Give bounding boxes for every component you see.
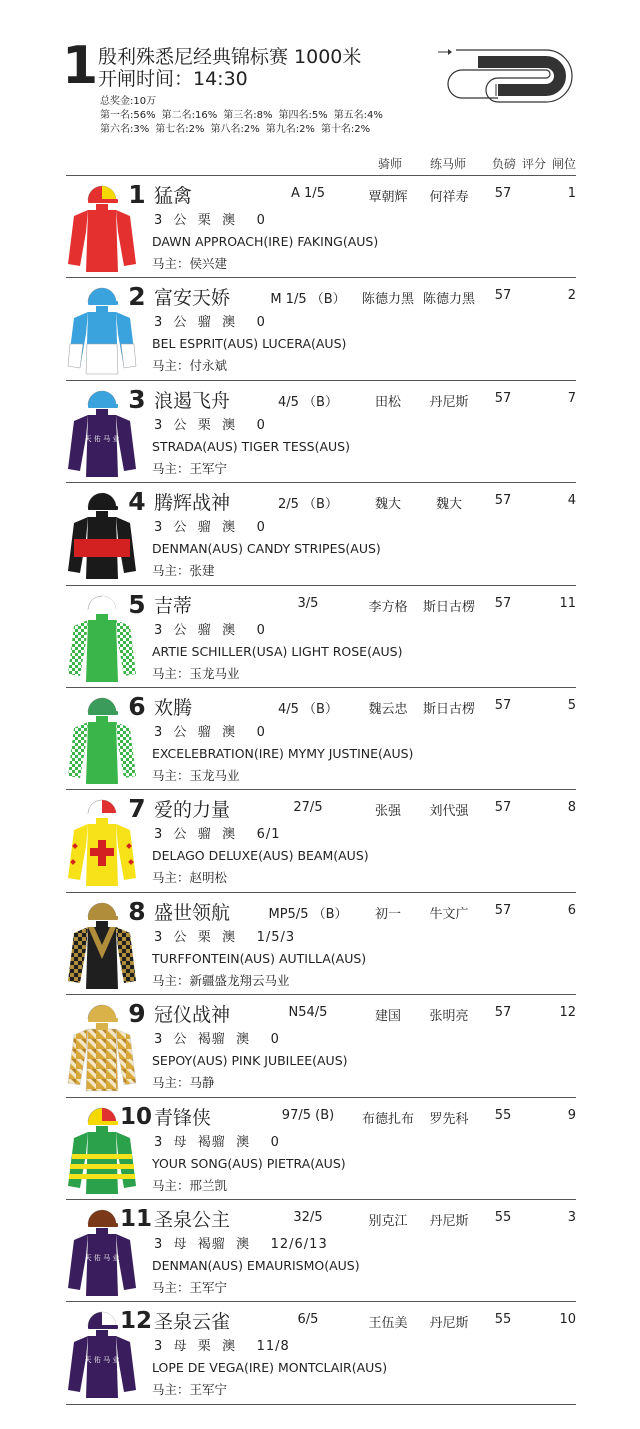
jockey-name: 陈德力黑	[361, 292, 414, 308]
race-header	[0, 0, 640, 150]
horse-name: 圣泉公主	[154, 1209, 231, 1231]
horse-details: 3 公 栗 澳 1/5/3	[154, 929, 296, 945]
horse-name: 富安天娇	[154, 287, 231, 310]
carried-weight: 57	[494, 595, 512, 611]
horse-name: 吉蒂	[154, 594, 193, 617]
prize-line-2	[100, 123, 389, 137]
pedigree: YOUR SONG(AUS) PIETRA(AUS)	[152, 1155, 346, 1171]
owner: 马主：马静	[152, 1075, 215, 1091]
gate-draw: 7	[567, 390, 576, 406]
odds: 97/5 (B)	[281, 1107, 335, 1123]
prize-item: 第一名:56%	[100, 110, 156, 121]
odds: 2/5 （B）	[278, 497, 338, 513]
horse-name: 盛世领航	[154, 901, 231, 924]
pedigree: DENMAN(AUS) EMAURISMO(AUS)	[152, 1258, 360, 1273]
gate-draw: 9	[567, 1107, 576, 1123]
horse-details: 3 公 褐骝 澳 0	[154, 1032, 280, 1048]
carried-weight: 57	[494, 1005, 512, 1021]
race-number: 1	[62, 36, 99, 96]
owner: 马主：新疆盛龙翔云马业	[152, 972, 290, 988]
pedigree: ARTIE SCHILLER(USA) LIGHT ROSE(AUS)	[152, 643, 403, 659]
jockey-name: 建国	[374, 1009, 401, 1025]
horse-name: 冠仪战神	[154, 1004, 231, 1027]
trainer-name: 斯日古楞	[422, 599, 475, 615]
trainer-name: 斯日古楞	[422, 702, 475, 717]
gate-draw: 5	[567, 698, 576, 713]
carried-weight: 57	[494, 186, 512, 201]
pedigree: DENMAN(AUS) CANDY STRIPES(AUS)	[152, 541, 381, 557]
prize-item: 第三名:8%	[223, 110, 273, 121]
runner-row	[66, 175, 576, 278]
saddle-number: 5	[128, 589, 146, 619]
horse-details: 3 母 褐骝 澳 12/6/13	[154, 1237, 328, 1252]
runner-row	[66, 1097, 576, 1200]
owner: 马主：侯兴建	[152, 256, 228, 271]
saddle-number: 1	[128, 180, 146, 209]
runner-row	[66, 277, 576, 380]
runner-row	[66, 380, 576, 483]
horse-name: 猛禽	[154, 185, 193, 207]
odds: 6/5	[297, 1312, 319, 1328]
saddle-number: 12	[119, 1308, 152, 1335]
gate-draw: 8	[567, 800, 576, 816]
pedigree: DELAGO DELUXE(AUS) BEAM(AUS)	[152, 848, 369, 864]
owner: 马主：玉龙马业	[152, 768, 240, 783]
col-jockey: 骑师	[378, 157, 403, 171]
saddle-number: 6	[128, 692, 146, 721]
jockey-name: 李方格	[368, 599, 408, 615]
prize-item: 第四名:5%	[278, 110, 328, 121]
gate-draw: 12	[559, 1005, 576, 1021]
saddle-number: 2	[128, 282, 146, 312]
carried-weight: 55	[494, 1107, 512, 1123]
horse-details: 3 公 骝 澳 6/1	[154, 827, 281, 843]
carried-weight: 55	[494, 1210, 512, 1225]
pedigree: STRADA(AUS) TIGER TESS(AUS)	[152, 438, 350, 454]
trainer-name: 陈德力黑	[422, 292, 475, 308]
horse-name: 欢腾	[154, 697, 193, 719]
col-gate: 闸位	[552, 157, 577, 171]
carried-weight: 55	[494, 1312, 512, 1328]
odds: 4/5 （B）	[278, 702, 338, 717]
saddle-number: 7	[128, 794, 146, 824]
owner: 马主：王军宁	[152, 1382, 228, 1398]
owner: 马主：玉龙马业	[152, 665, 240, 681]
horse-name: 爱的力量	[154, 799, 231, 822]
trainer-name: 魏大	[435, 497, 462, 513]
col-weight: 负磅	[492, 157, 517, 171]
horse-name: 圣泉云雀	[154, 1311, 231, 1334]
trainer-name: 丹尼斯	[429, 1214, 469, 1229]
owner: 马主：张建	[152, 563, 215, 579]
horse-details: 3 公 栗 澳 0	[154, 213, 266, 228]
horse-details: 3 母 褐骝 澳 0	[154, 1134, 280, 1150]
jockey-name: 王伍美	[368, 1316, 408, 1332]
runner-row	[66, 1301, 576, 1404]
odds: 27/5	[293, 800, 323, 816]
gate-draw: 3	[567, 1210, 576, 1225]
race-start-time: 开闸时间：14:30	[98, 68, 248, 90]
runner-row	[66, 585, 576, 688]
horse-name: 浪遏飞舟	[154, 389, 231, 412]
prize-item: 第七名:2%	[155, 124, 205, 135]
carried-weight: 57	[494, 698, 512, 713]
pedigree: SEPOY(AUS) PINK JUBILEE(AUS)	[152, 1053, 348, 1069]
odds: MP5/5 （B）	[268, 906, 348, 922]
pedigree: EXCELEBRATION(IRE) MYMY JUSTINE(AUS)	[152, 746, 414, 761]
trainer-name: 丹尼斯	[429, 1316, 469, 1332]
carried-weight: 57	[494, 288, 512, 304]
prize-breakdown	[100, 95, 389, 137]
runner-row	[66, 1199, 576, 1302]
jockey-name: 张强	[374, 804, 401, 820]
jockey-name: 田松	[374, 394, 401, 410]
horse-details: 3 公 栗 澳 0	[154, 417, 266, 433]
jockey-name: 覃朝辉	[368, 190, 408, 205]
saddle-number: 9	[128, 999, 146, 1029]
col-trainer: 练马师	[430, 157, 467, 171]
horse-details: 3 公 骝 澳 0	[154, 315, 266, 331]
trainer-name: 丹尼斯	[429, 394, 469, 410]
col-rating: 评分	[522, 157, 547, 171]
gate-draw: 4	[567, 493, 576, 509]
trainer-name: 张明亮	[429, 1009, 469, 1025]
owner: 马主：赵明松	[152, 870, 228, 886]
odds: 3/5	[297, 595, 319, 611]
owner: 马主：王军宁	[152, 1280, 228, 1295]
gate-draw: 2	[567, 288, 576, 304]
prize-item: 第九名:2%	[265, 124, 315, 135]
carried-weight: 57	[494, 493, 512, 509]
pedigree: LOPE DE VEGA(IRE) MONTCLAIR(AUS)	[152, 1360, 388, 1376]
jockey-name: 魏云忠	[368, 702, 408, 717]
horse-name: 腾辉战神	[154, 492, 231, 515]
gate-draw: 6	[567, 902, 576, 918]
trainer-name: 刘代强	[429, 804, 469, 820]
prize-item: 第五名:4%	[333, 110, 383, 121]
prize-total: 总奖金:10万	[100, 96, 157, 107]
gate-draw: 1	[567, 186, 576, 201]
owner: 马主：付永斌	[152, 358, 228, 374]
svg-text:天 佑 马 业: 天 佑 马 业	[84, 1356, 120, 1365]
carried-weight: 57	[494, 390, 512, 406]
saddle-number: 10	[119, 1103, 152, 1130]
runner-row	[66, 687, 576, 790]
pedigree: DAWN APPROACH(IRE) FAKING(AUS)	[152, 234, 379, 249]
jockey-name: 初一	[374, 906, 401, 922]
runner-row	[66, 994, 576, 1097]
prize-item: 第十名:2%	[320, 124, 371, 135]
carried-weight: 57	[494, 800, 512, 816]
odds: 4/5 （B）	[278, 394, 338, 410]
prize-item: 第二名:16%	[161, 110, 218, 121]
saddle-number: 11	[119, 1206, 152, 1232]
horse-details: 3 公 骝 澳 0	[154, 622, 266, 638]
horse-details: 3 公 骝 澳 0	[154, 725, 266, 740]
race-title: 殷利殊悉尼经典锦标赛 1000米	[98, 46, 362, 68]
owner: 马主：邢兰凯	[152, 1177, 228, 1193]
track-diagram-icon	[438, 44, 578, 104]
horse-details: 3 母 栗 澳 11/8	[154, 1339, 290, 1355]
table-bottom-divider	[66, 1404, 576, 1405]
odds: M 1/5 （B）	[270, 292, 346, 308]
horse-name: 青锋侠	[154, 1106, 212, 1129]
jockey-name: 魏大	[374, 497, 401, 513]
gate-draw: 10	[559, 1312, 576, 1328]
prize-item: 第六名:3%	[100, 124, 150, 135]
trainer-name: 何祥寿	[429, 190, 469, 205]
owner: 马主：王军宁	[152, 460, 228, 476]
jockey-name: 别克江	[368, 1214, 408, 1229]
odds: A 1/5	[291, 186, 325, 201]
carried-weight: 57	[494, 902, 512, 918]
prize-item: 第八名:2%	[210, 124, 260, 135]
pedigree: TURFFONTEIN(AUS) AUTILLA(AUS)	[152, 950, 367, 966]
jockey-name: 布德扎布	[361, 1111, 414, 1127]
trainer-name: 罗先科	[429, 1111, 469, 1127]
svg-text:天 佑 马 业: 天 佑 马 业	[84, 434, 120, 443]
runner-row	[66, 789, 576, 892]
saddle-number: 8	[128, 896, 146, 926]
trainer-name: 牛文广	[429, 906, 469, 922]
svg-text:天 佑 马 业: 天 佑 马 业	[84, 1254, 120, 1262]
saddle-number: 4	[128, 487, 146, 517]
pedigree: BEL ESPRIT(AUS) LUCERA(AUS)	[152, 336, 347, 352]
saddle-number: 3	[128, 384, 146, 414]
prize-line-1	[100, 109, 389, 123]
odds: 32/5	[293, 1210, 323, 1225]
runner-row	[66, 482, 576, 585]
odds: N54/5	[288, 1005, 328, 1021]
runner-row	[66, 892, 576, 995]
horse-details: 3 公 骝 澳 0	[154, 520, 266, 536]
gate-draw: 11	[559, 595, 576, 611]
